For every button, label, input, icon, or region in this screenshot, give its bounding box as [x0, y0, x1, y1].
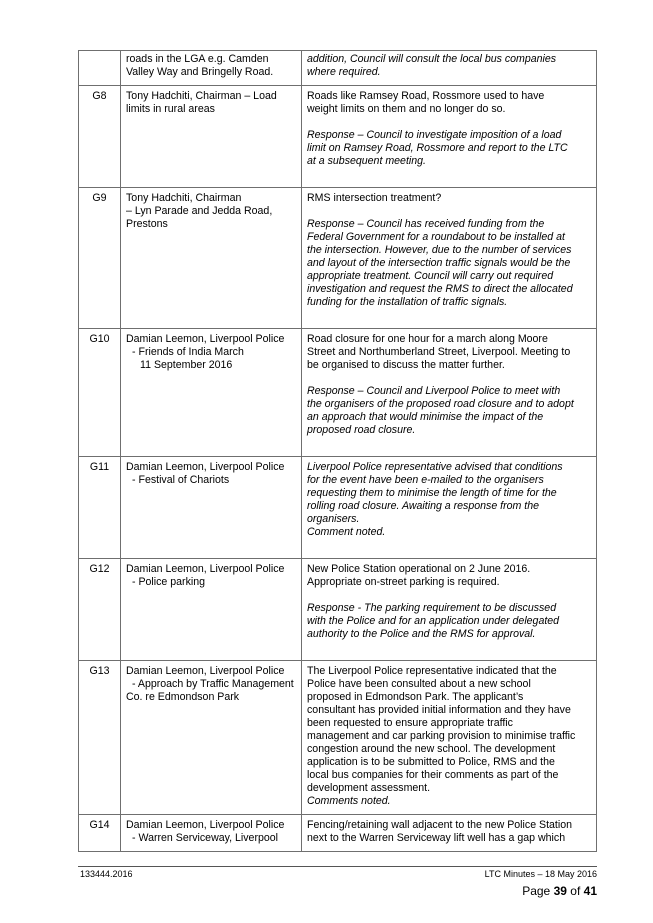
table-row [79, 457, 597, 559]
raised-by-cell [121, 329, 302, 457]
page-prefix: Page [522, 884, 551, 898]
raised-by-cell [121, 661, 302, 815]
note-line: weight limits on them and no longer do so. [307, 103, 506, 115]
note-line: The Liverpool Police representative indicated that the [307, 665, 557, 677]
raised-by-line: Damian Leemon, Liverpool Police [126, 819, 285, 831]
row-trailing-gap [307, 309, 591, 322]
response-line: Comments noted. [307, 795, 391, 807]
raised-by-line: Tony Hadchiti, Chairman [126, 192, 242, 204]
note-line: Roads like Ramsey Road, Rossmore used to have [307, 90, 545, 102]
response-line: Response – Council to investigate imposition of a load [307, 129, 562, 141]
response-line: an approach that would minimise the impact of the [307, 411, 544, 423]
response-line: limit on Ramsey Road, Rossmore and report to the LTC [307, 142, 568, 154]
item-number: G12 [79, 559, 121, 661]
raised-by-cell [121, 86, 302, 188]
note-cell [302, 661, 597, 815]
table-row [79, 329, 597, 457]
raised-by-line: - Police parking [132, 576, 206, 588]
raised-by-cell [121, 51, 302, 86]
note-line: development assessment. [307, 782, 431, 794]
response-line: with the Police and for an application under delegated [307, 615, 560, 627]
note-line: application is to be submitted to Police, RMS and the [307, 756, 555, 768]
response-line: for the event have been e-mailed to the organisers [307, 474, 544, 486]
note-line: be organised to discuss the matter further. [307, 359, 505, 371]
response-line: rolling road closure. Awaiting a response from the [307, 500, 540, 512]
note-cell [302, 457, 597, 559]
note-line: Street and Northumberland Street, Liverpool. Meeting to [307, 346, 571, 358]
footer-doc-number: 133444.2016 [80, 869, 133, 879]
response-line: funding for the installation of traffic signals. [307, 296, 508, 308]
response-line: requesting them to minimise the length of time for the [307, 487, 557, 499]
item-number: G11 [79, 457, 121, 559]
note-cell [302, 559, 597, 661]
row-trailing-gap [307, 539, 591, 552]
response-line: Liverpool Police representative advised that conditions [307, 461, 563, 473]
raised-by-line: – Lyn Parade and Jedda Road, [126, 205, 273, 217]
raised-by-line: - Friends of India March [132, 346, 244, 358]
page-current: 39 [553, 884, 567, 898]
row-trailing-gap [307, 437, 591, 450]
raised-by-line: Damian Leemon, Liverpool Police [126, 563, 285, 575]
raised-by-line: Damian Leemon, Liverpool Police [126, 461, 285, 473]
raised-by-line: Tony Hadchiti, Chairman – Load [126, 90, 277, 102]
response-line: and layout of the intersection traffic signals would be the [307, 257, 571, 269]
note-line: been requested to ensure appropriate traffic [307, 717, 513, 729]
raised-by-line: - Warren Serviceway, Liverpool [132, 832, 279, 844]
item-number [79, 51, 121, 86]
item-number: G9 [79, 188, 121, 329]
item-number: G10 [79, 329, 121, 457]
response-line: where required. [307, 66, 381, 78]
response-line: Federal Government for a roundabout to be installed at [307, 231, 565, 243]
raised-by-cell [121, 559, 302, 661]
table-row [79, 51, 597, 86]
minutes-table [78, 50, 597, 852]
note-line: congestion around the new school. The development [307, 743, 556, 755]
table-row [79, 559, 597, 661]
table-row [79, 661, 597, 815]
table-row [79, 188, 597, 329]
note-line: Fencing/retaining wall adjacent to the new Police Station [307, 819, 573, 831]
footer-doc-title: LTC Minutes – 18 May 2016 [484, 869, 597, 879]
table-row [79, 815, 597, 852]
note-line: RMS intersection treatment? [307, 192, 442, 204]
raised-by-line: roads in the LGA e.g. Camden [126, 53, 269, 65]
note-line: New Police Station operational on 2 June 2016. [307, 563, 531, 575]
response-line: Comment noted. [307, 526, 386, 538]
note-cell [302, 86, 597, 188]
raised-by-line: Damian Leemon, Liverpool Police [126, 665, 285, 677]
paragraph-gap [307, 116, 591, 129]
response-line: proposed road closure. [307, 424, 416, 436]
note-line: next to the Warren Serviceway lift well has a gap which [307, 832, 566, 844]
item-number: G8 [79, 86, 121, 188]
response-line: appropriate treatment. Council will carry out required [307, 270, 554, 282]
response-line: Response – Council has received funding from the [307, 218, 545, 230]
footer-rule [78, 866, 597, 867]
raised-by-line: Valley Way and Bringelly Road. [126, 66, 274, 78]
item-number: G13 [79, 661, 121, 815]
response-line: investigation and request the RMS to direct the allocated [307, 283, 573, 295]
raised-by-line: Co. re Edmondson Park [126, 691, 240, 703]
note-line: consultant has provided initial information and they have [307, 704, 571, 716]
note-cell [302, 329, 597, 457]
row-trailing-gap [307, 641, 591, 654]
page-of: of [570, 884, 581, 898]
paragraph-gap [307, 372, 591, 385]
raised-by-line: limits in rural areas [126, 103, 215, 115]
paragraph-gap [307, 589, 591, 602]
response-line: the organisers of the proposed road closure and to adopt [307, 398, 574, 410]
raised-by-cell [121, 188, 302, 329]
response-line: Response – Council and Liverpool Police to meet with [307, 385, 561, 397]
note-line: Appropriate on-street parking is required. [307, 576, 500, 588]
note-cell [302, 51, 597, 86]
response-line: at a subsequent meeting. [307, 155, 426, 167]
table-body [79, 51, 597, 852]
page-number [522, 884, 597, 898]
raised-by-line: - Festival of Chariots [132, 474, 230, 486]
note-cell [302, 188, 597, 329]
response-line: addition, Council will consult the local bus companies [307, 53, 557, 65]
raised-by-line: - Approach by Traffic Management [132, 678, 294, 690]
note-cell [302, 815, 597, 852]
item-number: G14 [79, 815, 121, 852]
note-line: management and car parking provision to minimise traffic [307, 730, 576, 742]
note-line: Road closure for one hour for a march along Moore [307, 333, 548, 345]
page-total: 41 [583, 884, 597, 898]
note-line: local bus companies for their comments as part of the [307, 769, 559, 781]
row-trailing-gap [307, 168, 591, 181]
raised-by-cell [121, 457, 302, 559]
raised-by-line: Prestons [126, 218, 168, 230]
note-line: Police have been consulted about a new school [307, 678, 531, 690]
table-row [79, 86, 597, 188]
paragraph-gap [307, 205, 591, 218]
raised-by-line: Damian Leemon, Liverpool Police [126, 333, 285, 345]
response-line: the intersection. However, due to the number of services [307, 244, 572, 256]
response-line: Response - The parking requirement to be discussed [307, 602, 557, 614]
response-line: organisers. [307, 513, 360, 525]
note-line: proposed in Edmondson Park. The applicant’s [307, 691, 524, 703]
response-line: authority to the Police and the RMS for approval. [307, 628, 536, 640]
raised-by-line: 11 September 2016 [140, 359, 233, 371]
raised-by-cell [121, 815, 302, 852]
